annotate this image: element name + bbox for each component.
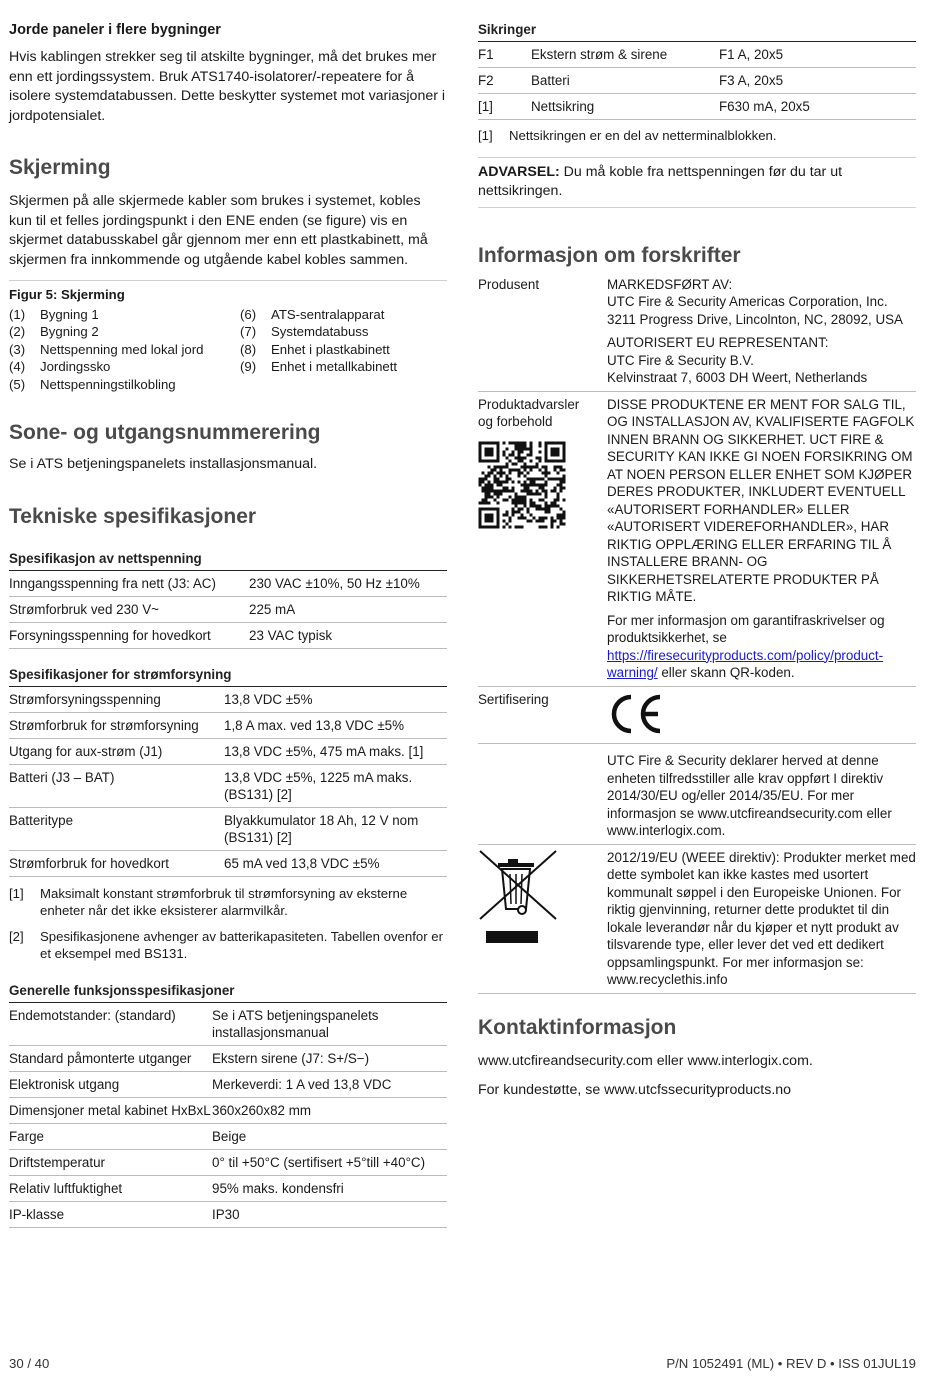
- divider: [478, 207, 916, 208]
- advarsel-text: Du må koble fra nettspenningen før du tar ut nettsikringen.: [478, 163, 843, 199]
- footnote-text: Maksimalt konstant strømforbruk til strømforsyning av eksterne enheter når det ikke eksisterer alarmvilkår.: [40, 885, 408, 919]
- advarsel-label: ADVARSEL:: [478, 163, 560, 180]
- legend-item: [240, 358, 447, 375]
- legend-number: (6): [240, 307, 257, 322]
- spec-label: Farge: [9, 1123, 212, 1149]
- spec-value: Merkeverdi: 1 A ved 13,8 VDC: [212, 1071, 447, 1097]
- footnote: [9, 885, 447, 920]
- note-text: Nettsikringen er en del av netterminalblokken.: [509, 128, 777, 143]
- advarsler-more: [607, 612, 916, 682]
- legend-item: [9, 376, 240, 393]
- nett-spec-section: [9, 551, 447, 649]
- spec-label: Driftstemperatur: [9, 1149, 212, 1175]
- legend-number: (8): [240, 341, 257, 357]
- legend-label: Bygning 1: [40, 307, 99, 322]
- spec-label: Forsyningsspenning for hovedkort: [9, 622, 249, 648]
- fuse-rating: F630 mA, 20x5: [719, 94, 916, 120]
- strom-spec-title: Spesifikasjoner for strømforsyning: [9, 667, 447, 687]
- fuse-rating: F1 A, 20x5: [719, 42, 916, 68]
- sone-heading: Sone- og utgangsnummerering: [9, 421, 321, 445]
- advarsler-caps-text: DISSE PRODUKTENE ER MENT FOR SALG TIL, OG INSTALLASJON AV, KVALIFISERTE FAGFOLK INNEN BRANN OG SIKKERHET. UCT FIRE & SECURITY KAN IKKE GI NOEN FORSIKRING OM AT NOEN PERSON ELLER ENHET SOM KJØPER DERES PRODUKTER, INKLUDERT EVENTUELL «AUTORISERT FORHANDLER» ELLER «AUTORISERT VIDEREFORHANDLER», HAR RIKTIG OPPLÆRING ELLER ERFARING TIL Å INSTALLERE BRANN- OG SIKKERHETSRELATERTE PRODUKTER PÅ RIKTIG MÅTE.: [607, 396, 915, 604]
- spec-value: 95% maks. kondensfri: [212, 1175, 447, 1201]
- spec-value: 225 mA: [249, 596, 447, 622]
- strom-spec-section: [9, 667, 447, 963]
- ce-declaration-text: UTC Fire & Security deklarer herved at denne enheten tilfredsstiller alle krav oppført I direktiv 2014/30/EU og/eller 2014/35/EU. For mer informasjon se www.utcfireandsecurity.com eller www.interlogix.com.: [607, 744, 916, 845]
- spec-value: Blyakkumulator 18 Ah, 12 V nom (BS131) [2]: [224, 807, 447, 850]
- legend-item: [9, 358, 240, 375]
- kontakt-line-1: www.utcfireandsecurity.com eller www.interlogix.com.: [478, 1052, 813, 1069]
- spec-label: Batteri (J3 – BAT): [9, 764, 224, 807]
- legend-item: [240, 376, 447, 393]
- fuse-rating: F3 A, 20x5: [719, 68, 916, 94]
- legend-number: [240, 376, 271, 393]
- spec-label: Endemotstander: (standard): [9, 1003, 212, 1046]
- spec-value: 360x260x82 mm: [212, 1097, 447, 1123]
- table-row: [9, 687, 447, 713]
- footnote-number: [2]: [9, 928, 24, 944]
- ce-mark-cell: [607, 686, 916, 744]
- right-column: [478, 22, 916, 1101]
- left-column: [9, 22, 447, 1228]
- gen-spec-section: [9, 983, 447, 1228]
- sertifisering-row: [478, 686, 916, 744]
- spec-label: IP-klasse: [9, 1201, 212, 1227]
- legend-number: (2): [9, 324, 26, 340]
- regulatory-table: [478, 272, 916, 994]
- page-number: 30 / 40: [9, 1356, 50, 1371]
- advarsel-block: [478, 158, 916, 207]
- spec-value: Beige: [212, 1123, 447, 1149]
- spec-value: Se i ATS betjeningspanelets installasjonsmanual: [212, 1003, 447, 1046]
- ce-declaration-row: [478, 744, 916, 845]
- sikringer-note: [478, 127, 916, 145]
- table-row: [9, 596, 447, 622]
- produsent-line-2: UTC Fire & Security Americas Corporation, Inc.: [607, 294, 888, 309]
- kontakt-heading: Kontaktinformasjon: [478, 1015, 677, 1039]
- legend-label: ATS-sentralapparat: [271, 307, 385, 322]
- footnote: [9, 928, 447, 963]
- legend-number: (9): [240, 359, 257, 375]
- figure-legend: [9, 306, 447, 393]
- table-row: [9, 1149, 447, 1175]
- spec-label: Relativ luftfuktighet: [9, 1175, 212, 1201]
- figure-caption: Figur 5: Skjerming: [9, 287, 125, 302]
- footnote-number: [1]: [9, 885, 24, 901]
- fuse-id: F2: [478, 68, 531, 94]
- sertifisering-label: Sertifisering: [478, 686, 607, 744]
- legend-number: (5): [9, 376, 26, 392]
- advarsler-value: [607, 391, 916, 686]
- spec-value: 0° til +50°C (sertifisert +5°till +40°C): [212, 1149, 447, 1175]
- table-row: [9, 764, 447, 807]
- jorde-text: Hvis kablingen strekker seg til atskilte bygninger, må det brukes mer enn ett jordingssystem. Bruk ATS1740-isolatorer/-repeatere for å isolere systemdatabussen. Dette beskytter systemet mot variasjoner i jordpotensialet.: [9, 49, 446, 124]
- footnote-text: Spesifikasjonene avhenger av batterikapasiteten. Tabellen ovenfor er et eksempel med BS131.: [40, 928, 443, 962]
- spec-value: 1,8 A max. ved 13,8 VDC ±5%: [224, 712, 447, 738]
- table-row: [9, 622, 447, 648]
- fuse-id: [1]: [478, 94, 531, 120]
- weee-icon-cell: [478, 844, 607, 993]
- empty-cell: [478, 744, 607, 845]
- produsent-line-3: 3211 Progress Drive, Lincolnton, NC, 28092, USA: [607, 311, 903, 327]
- advarsler-more-text-2: eller skann QR-koden.: [657, 665, 795, 680]
- fuse-id: F1: [478, 42, 531, 68]
- table-row: [9, 1097, 447, 1123]
- advarsler-more-text-1: For mer informasjon om garantifraskrivelser og produktsikkerhet, se: [607, 612, 885, 645]
- legend-number: (7): [240, 324, 257, 340]
- spec-label: Strømforbruk for hovedkort: [9, 850, 224, 876]
- legend-label: Bygning 2: [40, 324, 99, 340]
- table-row: [9, 1175, 447, 1201]
- strom-notes: [9, 885, 447, 963]
- spec-value: Ekstern sirene (J7: S+/S−): [212, 1045, 447, 1071]
- produsent-value: [607, 272, 916, 392]
- table-row: [9, 1201, 447, 1227]
- weee-bin-icon: [478, 849, 558, 949]
- legend-label: Jordingssko: [40, 359, 111, 375]
- weee-row: [478, 844, 916, 993]
- divider: [9, 280, 447, 281]
- spec-label: Dimensjoner metal kabinet HxBxL: [9, 1097, 212, 1123]
- eu-line-1: AUTORISERT EU REPRESENTANT:: [607, 335, 829, 350]
- legend-label: Enhet i plastkabinett: [271, 341, 390, 357]
- legend-item: [240, 323, 447, 340]
- skjerming-heading: Skjerming: [9, 156, 111, 179]
- advarsler-label-cell: [478, 391, 607, 686]
- spec-label: Standard påmonterte utganger: [9, 1045, 212, 1071]
- legend-number: (3): [9, 341, 26, 357]
- spec-value: 13,8 VDC ±5%, 1225 mA maks. (BS131) [2]: [224, 764, 447, 807]
- spec-value: IP30: [212, 1201, 447, 1227]
- nett-spec-title: Spesifikasjon av nettspenning: [9, 551, 447, 571]
- table-row: [478, 94, 916, 120]
- table-row: [478, 68, 916, 94]
- table-row: [9, 850, 447, 876]
- spec-label: Batteritype: [9, 807, 224, 850]
- advarsler-row: [478, 391, 916, 686]
- skjerming-text: Skjermen på alle skjermede kabler som brukes i systemet, kobles kun til et felles jordingspunkt i den ENE enden (se figure) vis en skjermet databusskabel går gjennom mer enn ett plastkabinett, må skjermen fra innkommende og utgående kabel kobles sammen.: [9, 193, 428, 268]
- strom-spec-table: [9, 687, 447, 877]
- legend-label: Nettspenning med lokal jord: [40, 341, 204, 357]
- product-warning-link[interactable]: https://firesecurityproducts.com/policy/product-warning/: [607, 647, 884, 680]
- sikringer-table: [478, 42, 916, 120]
- spec-label: Strømforbruk for strømforsyning: [9, 712, 224, 738]
- table-row: [9, 738, 447, 764]
- legend-label: Systemdatabuss: [271, 324, 369, 340]
- legend-item: [240, 306, 447, 323]
- advarsler-label-2: og forbehold: [478, 414, 553, 429]
- fuse-circuit: Batteri: [531, 68, 719, 94]
- spec-value: 230 VAC ±10%, 50 Hz ±10%: [249, 571, 447, 597]
- weee-text: 2012/19/EU (WEEE direktiv): Produkter merket med dette symbolet kan ikke kastes med usortert kommunalt søppel i den Europeiske Unionen. For riktig gjenvinning, returner dette produktet til din lokale leverandør når du kjøper et nytt produkt av tilsvarende type, eller lever det ved ett dedikert oppsamlingspunkt. For mer informasjon se: www.recyclethis.info: [607, 844, 916, 993]
- kontakt-line-2: For kundestøtte, se www.utcfssecurityproducts.no: [478, 1082, 792, 1098]
- table-row: [9, 1123, 447, 1149]
- spec-value: 65 mA ved 13,8 VDC ±5%: [224, 850, 447, 876]
- table-row: [478, 42, 916, 68]
- advarsler-label-1: Produktadvarsler: [478, 396, 580, 412]
- produsent-label: Produsent: [478, 272, 607, 392]
- table-row: [9, 1003, 447, 1046]
- gen-spec-title: Generelle funksjonsspesifikasjoner: [9, 983, 447, 1003]
- ce-mark-icon: [607, 693, 665, 735]
- spec-label: Utgang for aux-strøm (J1): [9, 738, 224, 764]
- part-number: P/N 1052491 (ML) • REV D • ISS 01JUL19: [666, 1356, 916, 1371]
- sikringer-title: Sikringer: [478, 22, 916, 42]
- legend-number: (1): [9, 307, 26, 322]
- spec-label: Inngangsspenning fra nett (J3: AC): [9, 571, 249, 597]
- spec-label: Elektronisk utgang: [9, 1071, 212, 1097]
- legend-label: Nettspenningstilkobling: [40, 376, 176, 392]
- nett-spec-table: [9, 571, 447, 649]
- sone-text: Se i ATS betjeningspanelets installasjonsmanual.: [9, 456, 318, 473]
- table-row: [9, 1071, 447, 1097]
- produsent-line-1: MARKEDSFØRT AV:: [607, 276, 733, 292]
- table-row: [9, 571, 447, 597]
- legend-item: [9, 306, 240, 323]
- jorde-heading: Jorde paneler i flere bygninger: [9, 22, 221, 38]
- fuse-circuit: Ekstern strøm & sirene: [531, 42, 719, 68]
- spec-value: 23 VAC typisk: [249, 622, 447, 648]
- fuse-circuit: Nettsikring: [531, 94, 719, 120]
- legend-label: Enhet i metallkabinett: [271, 359, 398, 375]
- legend-item: [9, 323, 240, 340]
- spec-label: Strømforbruk ved 230 V~: [9, 596, 249, 622]
- spec-label: Strømforsyningsspenning: [9, 687, 224, 713]
- legend-number: (4): [9, 359, 26, 375]
- gen-spec-table: [9, 1003, 447, 1228]
- table-row: [9, 712, 447, 738]
- legend-item: [240, 341, 447, 358]
- tek-heading: Tekniske spesifikasjoner: [9, 504, 257, 528]
- legend-item: [9, 341, 240, 358]
- table-row: [9, 1045, 447, 1071]
- produsent-row: [478, 272, 916, 392]
- spec-value: 13,8 VDC ±5%: [224, 687, 447, 713]
- qr-code-icon[interactable]: [478, 441, 566, 529]
- table-row: [9, 807, 447, 850]
- spec-value: 13,8 VDC ±5%, 475 mA maks. [1]: [224, 738, 447, 764]
- note-number: [1]: [478, 128, 493, 143]
- eu-line-3: Kelvinstraat 7, 6003 DH Weert, Netherlands: [607, 370, 868, 385]
- eu-line-2: UTC Fire & Security B.V.: [607, 352, 754, 368]
- info-heading: Informasjon om forskrifter: [478, 243, 741, 267]
